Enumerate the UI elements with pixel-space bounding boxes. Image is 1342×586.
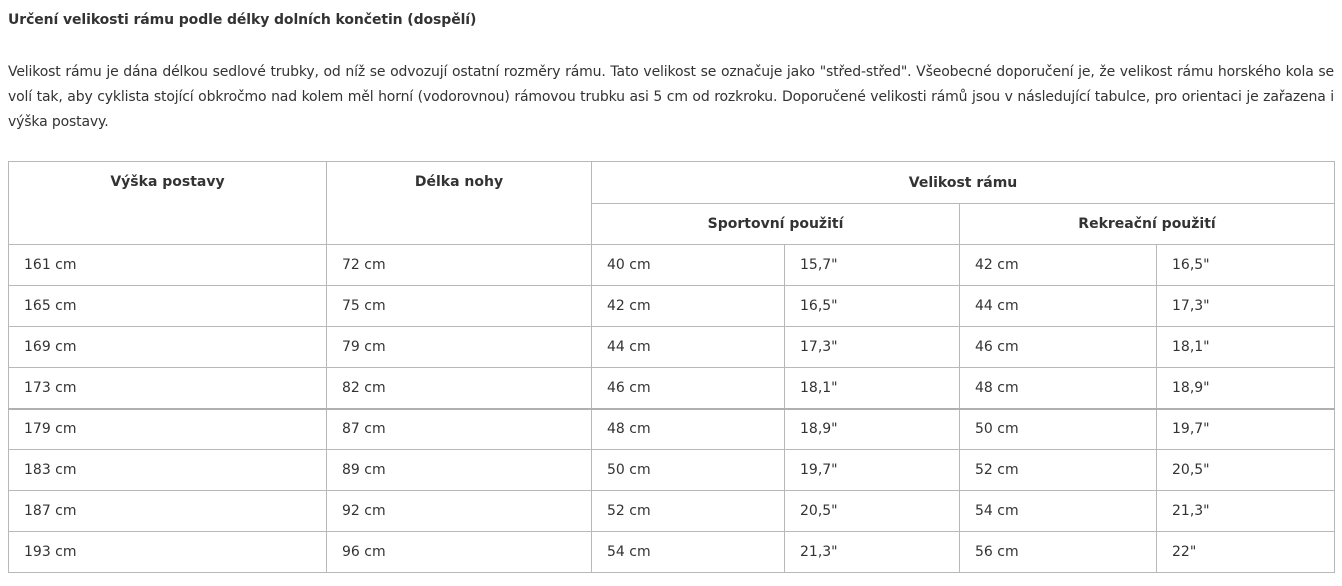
cell-sport-inch: 17,3" [785,327,960,368]
cell-body-height: 187 cm [9,491,327,532]
table-header-row [9,162,1335,204]
cell-sport-cm: 46 cm [592,368,785,409]
cell-sport-inch: 21,3" [785,532,960,573]
cell-leg-length: 89 cm [327,450,592,491]
header-frame-size: Velikost rámu [592,162,1335,204]
cell-recreation-inch: 19,7" [1157,409,1335,450]
cell-body-height: 161 cm [9,245,327,286]
cell-body-height: 193 cm [9,532,327,573]
cell-sport-cm: 54 cm [592,532,785,573]
table-row [9,409,1335,450]
cell-body-height: 169 cm [9,327,327,368]
header-recreational-use: Rekreační použití [960,204,1335,245]
frame-size-table [8,161,1335,573]
cell-recreation-inch: 16,5" [1157,245,1335,286]
table-row [9,491,1335,532]
article-title: Určení velikosti rámu podle délky dolních končetin (dospělí) [8,12,477,28]
table-row [9,532,1335,573]
header-body-height: Výška postavy [9,162,327,245]
cell-recreation-cm: 46 cm [960,327,1157,368]
intro-paragraph: Velikost rámu je dána délkou sedlové trubky, od níž se odvozují ostatní rozměry rámu. Tato velikost se označuje jako "střed-střed". Všeobecné doporučení je, že velikost rámu horského kola se volí tak, aby cyklista stojící obkročmo nad kolem měl horní (vodorovnou) rámovou trubku asi 5 cm od rozkroku. Doporučené velikosti rámů jsou v následující tabulce, pro orientaci je zařazena i výška postavy. [8,64,1334,130]
cell-body-height: 165 cm [9,286,327,327]
cell-leg-length: 96 cm [327,532,592,573]
cell-body-height: 183 cm [9,450,327,491]
header-leg-length: Délka nohy [327,162,592,245]
cell-recreation-cm: 50 cm [960,409,1157,450]
cell-leg-length: 82 cm [327,368,592,409]
cell-body-height: 179 cm [9,409,327,450]
table-row [9,245,1335,286]
cell-leg-length: 79 cm [327,327,592,368]
cell-sport-inch: 19,7" [785,450,960,491]
cell-recreation-cm: 54 cm [960,491,1157,532]
cell-sport-inch: 20,5" [785,491,960,532]
cell-leg-length: 75 cm [327,286,592,327]
cell-leg-length: 72 cm [327,245,592,286]
cell-recreation-cm: 56 cm [960,532,1157,573]
header-sport-use: Sportovní použití [592,204,960,245]
cell-sport-cm: 48 cm [592,409,785,450]
cell-sport-cm: 40 cm [592,245,785,286]
cell-recreation-cm: 42 cm [960,245,1157,286]
cell-recreation-inch: 18,1" [1157,327,1335,368]
cell-recreation-inch: 22" [1157,532,1335,573]
table-row [9,368,1335,409]
cell-leg-length: 87 cm [327,409,592,450]
cell-sport-inch: 18,9" [785,409,960,450]
cell-sport-inch: 18,1" [785,368,960,409]
cell-recreation-inch: 17,3" [1157,286,1335,327]
cell-sport-cm: 50 cm [592,450,785,491]
cell-sport-inch: 16,5" [785,286,960,327]
cell-recreation-cm: 44 cm [960,286,1157,327]
cell-leg-length: 92 cm [327,491,592,532]
cell-recreation-inch: 20,5" [1157,450,1335,491]
cell-sport-inch: 15,7" [785,245,960,286]
cell-recreation-inch: 18,9" [1157,368,1335,409]
cell-sport-cm: 52 cm [592,491,785,532]
table-row [9,450,1335,491]
table-row [9,286,1335,327]
cell-sport-cm: 42 cm [592,286,785,327]
cell-body-height: 173 cm [9,368,327,409]
cell-sport-cm: 44 cm [592,327,785,368]
table-row [9,327,1335,368]
cell-recreation-cm: 48 cm [960,368,1157,409]
cell-recreation-inch: 21,3" [1157,491,1335,532]
cell-recreation-cm: 52 cm [960,450,1157,491]
